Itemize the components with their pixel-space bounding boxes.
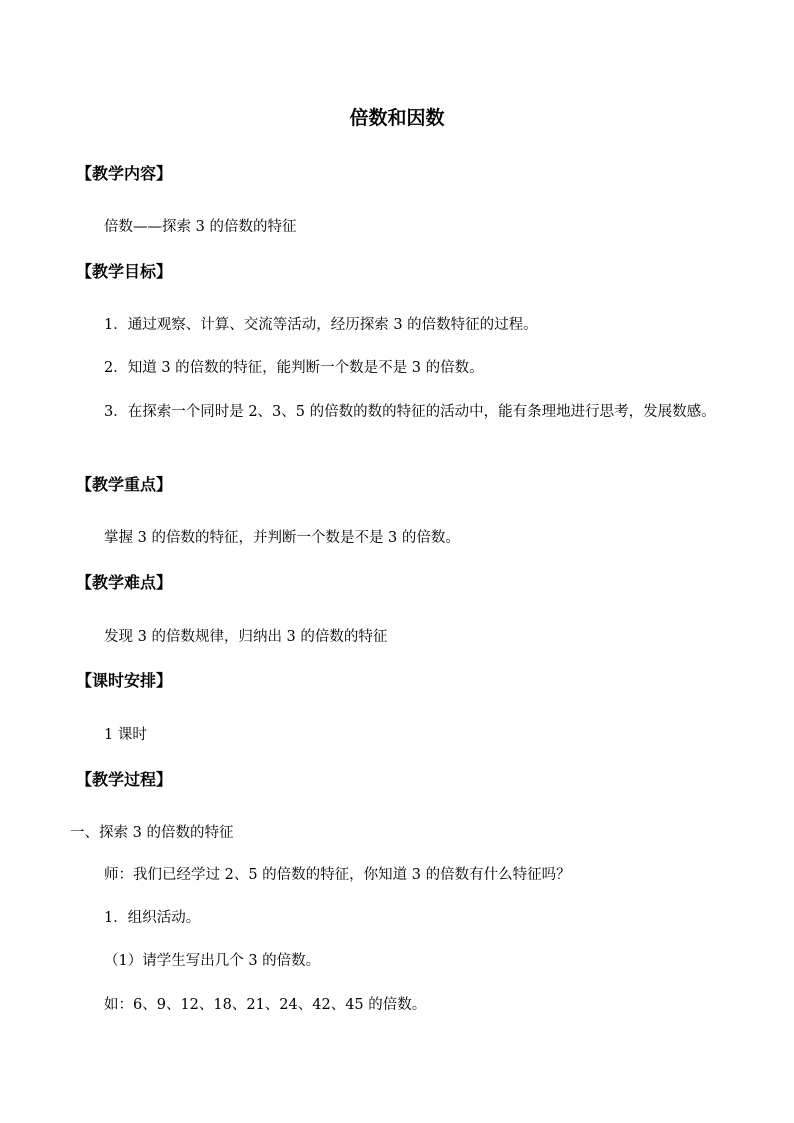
schedule-text: 1 课时: [104, 727, 147, 743]
process-part1-title: 一、探索 3 的倍数的特征: [70, 825, 234, 841]
process-line-2: 1．组织活动。: [104, 910, 201, 926]
process-line-4: 如：6、9、12、18、21、24、42、45 的倍数。: [104, 997, 427, 1013]
heading-schedule: 【课时安排】: [76, 671, 173, 690]
process-line-1: 师：我们已经学过 2、5 的倍数的特征，你知道 3 的倍数有什么特征吗？: [104, 867, 571, 883]
process-line-3: （1）请学生写出几个 3 的倍数。: [104, 953, 321, 969]
goal-item-3: 3．在探索一个同时是 2、3、5 的倍数的数的特征的活动中，能有条理地进行思考，发展数感。: [104, 404, 716, 420]
heading-goals: 【教学目标】: [76, 262, 173, 281]
heading-content: 【教学内容】: [76, 164, 173, 183]
difficulty-text: 发现 3 的倍数规律，归纳出 3 的倍数的特征: [104, 629, 388, 645]
key-point-text: 掌握 3 的倍数的特征，并判断一个数是不是 3 的倍数。: [104, 530, 460, 546]
heading-key-point: 【教学重点】: [76, 475, 173, 494]
document-title: 倍数和因数: [349, 107, 445, 129]
heading-difficulty: 【教学难点】: [76, 573, 173, 592]
content-text: 倍数——探索 3 的倍数的特征: [104, 219, 297, 235]
heading-process: 【教学过程】: [76, 770, 173, 789]
goal-item-1: 1．通过观察、计算、交流等活动，经历探索 3 的倍数特征的过程。: [104, 317, 538, 333]
goal-item-2: 2．知道 3 的倍数的特征，能判断一个数是不是 3 的倍数。: [104, 360, 484, 376]
